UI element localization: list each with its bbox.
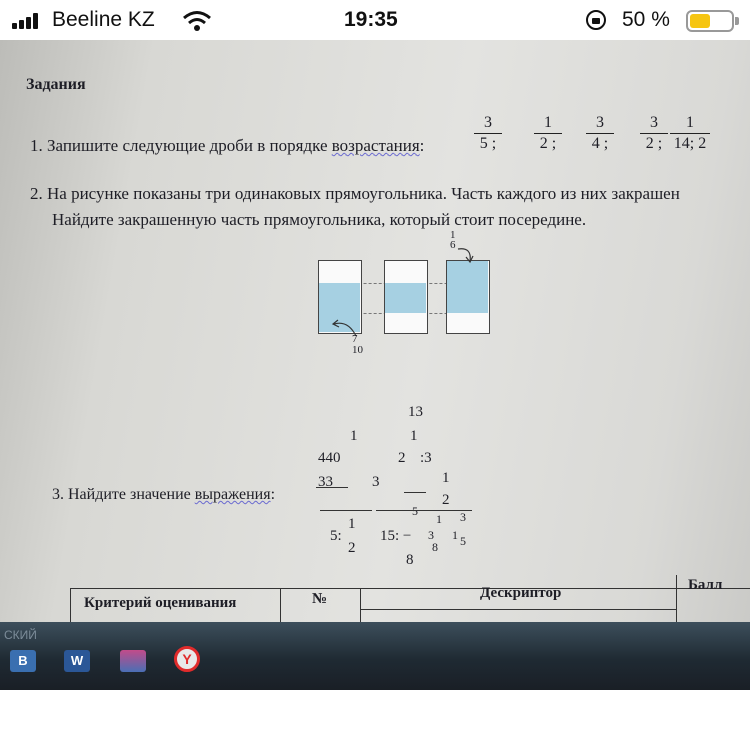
vk-icon[interactable]: В <box>10 650 36 672</box>
label-seven-tenths <box>352 334 363 356</box>
signal-icon <box>12 13 46 29</box>
fraction-numerator: 3 <box>596 114 604 131</box>
expr-fragment: 13 <box>408 404 423 420</box>
wifi-icon <box>182 10 212 32</box>
label-one-sixth <box>450 230 456 250</box>
task-1-colon: : <box>419 136 425 155</box>
status-bar <box>0 0 750 40</box>
label-numerator: 1 <box>450 229 456 241</box>
task-3-colon: : <box>270 486 276 503</box>
fraction-bar <box>404 492 426 493</box>
battery-tip <box>735 17 739 25</box>
task-3 <box>52 486 275 504</box>
document-page <box>0 40 750 640</box>
fraction-numerator: 3 <box>650 114 658 131</box>
expr-fragment: :3 <box>420 450 432 466</box>
expr-fragment: 5 <box>412 504 418 518</box>
arrow-icon <box>456 245 480 267</box>
carrier-name: Beeline KZ <box>52 8 155 31</box>
battery-level <box>690 14 710 28</box>
tasks-heading: Задания <box>26 76 86 93</box>
fraction-numerator: 1 <box>686 114 694 131</box>
expr-fragment: 2 <box>348 540 356 556</box>
fraction-numerator: 1 <box>544 114 552 131</box>
expr-fragment: 1 <box>452 528 458 542</box>
photo-of-screen <box>0 40 750 690</box>
expr-fragment: 3 <box>428 528 434 542</box>
fraction-4 <box>640 114 668 153</box>
yandex-browser-icon[interactable]: Y <box>174 646 200 672</box>
expr-fragment: 2 <box>442 492 450 508</box>
shaded-part <box>385 283 426 313</box>
expr-fragment: 1 <box>442 470 450 486</box>
expr-fragment: 5 <box>460 534 466 548</box>
fraction-denominator: 2 ; <box>539 135 557 152</box>
shaded-part <box>447 261 488 313</box>
expr-fragment: 8 <box>432 540 438 554</box>
orientation-lock-icon <box>586 10 606 30</box>
fraction-bar <box>316 487 348 488</box>
fraction-denominator: 2 ; <box>645 135 663 152</box>
label-denominator: 10 <box>352 344 363 356</box>
expr-fragment: 33 <box>318 474 333 490</box>
task-1-text: 1. Запишите следующие дроби в порядке <box>30 136 328 155</box>
fraction-numerator: 3 <box>484 114 492 131</box>
taskbar <box>0 622 750 690</box>
label-denominator: 6 <box>450 239 456 251</box>
label-numerator: 7 <box>352 333 358 345</box>
table-header-score: Балл <box>688 577 723 593</box>
task-3-underlined-word: выражения <box>194 486 271 503</box>
table-header-descriptor: Дескриптор <box>480 585 562 601</box>
expr-fragment: 1 <box>350 428 358 444</box>
expr-fragment: 1 <box>410 428 418 444</box>
expr-fragment: 1 <box>348 516 356 532</box>
media-icon[interactable] <box>120 650 146 672</box>
table-header-number: № <box>312 591 328 607</box>
battery-icon <box>686 10 734 32</box>
fraction-bar <box>376 510 472 511</box>
expr-fragment: 3 <box>460 510 466 524</box>
rectangle-right <box>446 260 490 334</box>
fraction-denominator: 4 ; <box>591 135 609 152</box>
fraction-denominator: 5 ; <box>479 135 497 152</box>
fraction-denominator: 14; 2 <box>673 135 707 152</box>
task-2-line-2: Найдите закрашенную часть прямоугольника, который стоит посередине. <box>52 210 587 229</box>
fraction-2 <box>534 114 562 153</box>
clock: 19:35 <box>344 8 398 31</box>
word-icon[interactable]: W <box>64 650 90 672</box>
battery-percent: 50 % <box>622 8 670 31</box>
task-1-underlined-word: возрастания <box>331 136 420 155</box>
table-border <box>360 609 676 610</box>
table-header-criteria: Критерий оценивания <box>84 595 237 611</box>
expr-fragment: 15: − <box>380 528 412 544</box>
fraction-5 <box>670 114 710 153</box>
taskbar-label: СКИЙ <box>4 628 37 642</box>
rectangle-middle <box>384 260 428 334</box>
expr-fragment: 3 <box>372 474 380 490</box>
expr-fragment: 1 <box>436 512 442 526</box>
fraction-3 <box>586 114 614 153</box>
task-2-line-1: 2. На рисунке показаны три одинаковых прямоугольника. Часть каждого из них закрашен <box>30 184 680 203</box>
expr-fragment: 5: <box>330 528 342 544</box>
fraction-bar <box>320 510 372 511</box>
expr-fragment: 440 <box>318 450 341 466</box>
task-3-text: 3. Найдите значение <box>52 486 191 503</box>
task-1 <box>30 136 424 156</box>
expr-fragment: 2 <box>398 450 406 466</box>
expr-fragment: 8 <box>406 552 414 568</box>
fraction-1 <box>474 114 502 153</box>
